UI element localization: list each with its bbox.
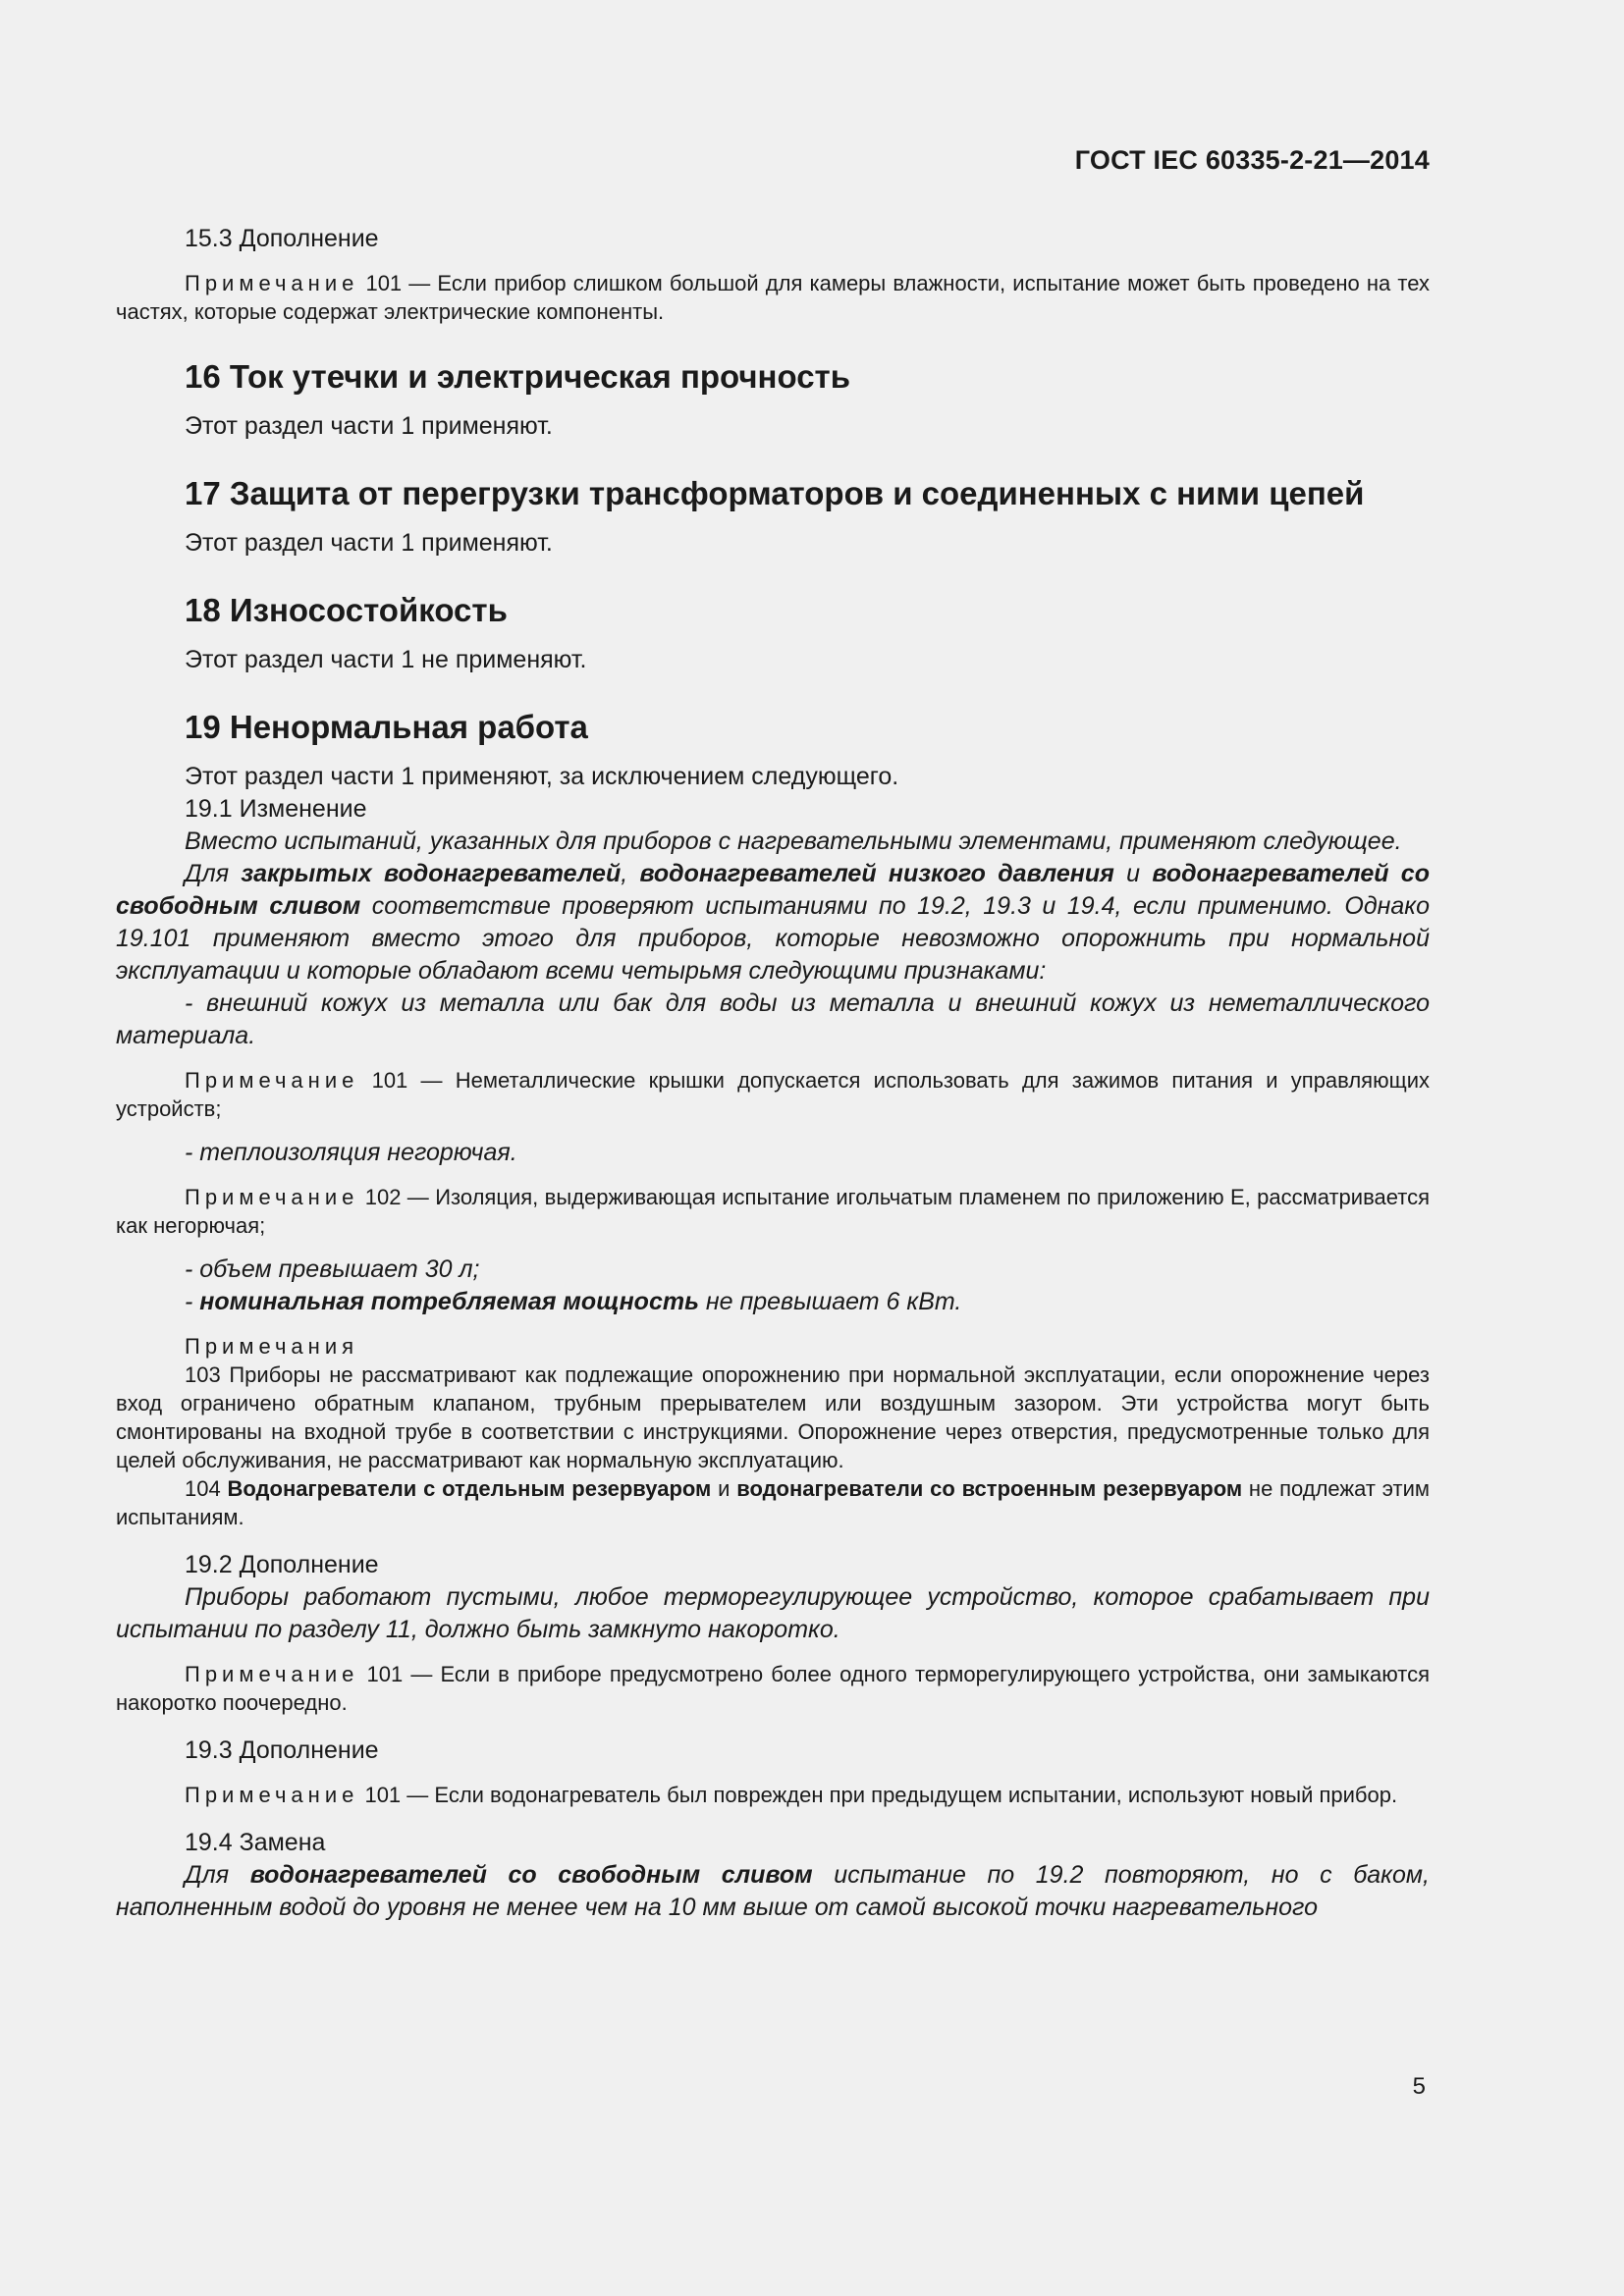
page-number: 5: [1412, 2073, 1426, 2100]
note-text: 101 — Если прибор слишком большой для камеры влажности, испытание может быть проведено на тех частях, которые содержат электрические компоненты.: [116, 271, 1430, 324]
list-item-2: - теплоизоляция негорючая.: [185, 1139, 517, 1166]
document-header: ГОСТ IEC 60335-2-21—2014: [1074, 145, 1430, 175]
section-19-intro: Этот раздел части 1 применяют, за исключением следующего.: [185, 763, 899, 790]
section-18-text: Этот раздел части 1 не применяют.: [185, 646, 587, 673]
list-item-1: - внешний кожух из металла или бак для воды из металла и внешний кожух из неметаллического материала.: [116, 989, 1430, 1049]
defined-term: водонагреватели со встроенным резервуаром: [736, 1476, 1243, 1501]
text-run: Для: [185, 1861, 250, 1889]
defined-term: водонагревателей низкого давления: [639, 860, 1114, 887]
text-run: 104: [185, 1476, 228, 1501]
section-19-heading: 19 Ненормальная работа: [185, 709, 588, 745]
list-item-3: - объем превышает 30 л;: [185, 1255, 480, 1283]
section-19-3-title: 19.3 Дополнение: [185, 1736, 379, 1764]
text-run: соответствие проверяют испытаниями по 19.2, 19.3 и 19.4, если применимо. Однако 19.101 применяют вместо этого для приборов, которые невозможно опорожнить при нормальной эксплуатации и которые обладают всеми четырьмя следующими признаками:: [116, 892, 1431, 985]
section-15-3-note: [116, 269, 1430, 326]
section-19-3-note: [116, 1781, 1430, 1809]
defined-term: Водонагреватели с отдельным резервуаром: [227, 1476, 712, 1501]
section-16-heading: 16 Ток утечки и электрическая прочность: [185, 358, 850, 395]
text-run: и: [1113, 860, 1153, 887]
note-label: Примечание: [185, 1783, 359, 1807]
section-19-2-title: 19.2 Дополнение: [185, 1551, 379, 1578]
note-text: 101 — Если водонагреватель был поврежден при предыдущем испытании, используют новый прибор.: [358, 1783, 1398, 1807]
section-19-2-text: Приборы работают пустыми, любое терморегулирующее устройство, которое срабатывает при испытании по разделу 11, должно быть замкнуто накоротко.: [116, 1583, 1430, 1643]
text-run: не подлежат этим испытаниям.: [116, 1476, 1430, 1529]
page-content: [116, 223, 1430, 1924]
section-18-heading: 18 Износостойкость: [185, 592, 508, 628]
text-run: не превышает 6 кВт.: [698, 1288, 962, 1315]
note-label: Примечание: [185, 271, 359, 295]
section-19-2-note: [116, 1660, 1430, 1717]
section-19-1-text: Вместо испытаний, указанных для приборов с нагревательными элементами, применяют следующее.: [185, 828, 1402, 855]
text-run: -: [185, 1288, 200, 1315]
note-label: Примечание: [185, 1185, 359, 1209]
defined-term: водонагревателей со свободным сливом: [249, 1861, 813, 1889]
note-103: 103 Приборы не рассматривают как подлежащие опорожнению при нормальной эксплуатации, если опорожнение через вход ограничено обратным клапаном, трубным прерывателем или воздушным зазором. Эти устройства могут быть смонтированы на входной трубе в соответствии с инструкциями. Опорожнение через отверстия, предусмотренные только для целей обслуживания, не рассматривают как нормальную эксплуатацию.: [116, 1362, 1430, 1472]
note-text: 102 — Изоляция, выдерживающая испытание игольчатым пламенем по приложению E, рассматривается как негорючая;: [116, 1185, 1430, 1238]
note-label: Примечание: [185, 1662, 359, 1686]
text-run: и: [711, 1476, 737, 1501]
section-17-heading: 17 Защита от перегрузки трансформаторов и соединенных с ними цепей: [185, 475, 1365, 511]
section-19-1-paragraph: [116, 858, 1430, 988]
section-16-text: Этот раздел части 1 применяют.: [185, 412, 553, 440]
text-run: ,: [621, 860, 640, 887]
section-19-1-title: 19.1 Изменение: [185, 795, 367, 823]
notes-label: Примечания: [185, 1334, 359, 1359]
list-item-4: [116, 1286, 1430, 1318]
note-text: 101 — Неметаллические крышки допускается использовать для зажимов питания и управляющих устройств;: [116, 1068, 1430, 1121]
note-104: [116, 1474, 1430, 1531]
defined-term: номинальная потребляемая мощность: [199, 1288, 699, 1315]
note-text: 101 — Если в приборе предусмотрено более одного терморегулирующего устройства, они замыкаются накоротко поочередно.: [116, 1662, 1430, 1715]
text-run: испытание по 19.2 повторяют, но с баком, наполненным водой до уровня не менее чем на 10 мм выше от самой высокой точки нагревательного: [116, 1861, 1430, 1921]
defined-term: водонагревателей со свободным сливом: [116, 860, 1430, 920]
section-19-4-text: [116, 1859, 1430, 1924]
note-102: [116, 1183, 1430, 1240]
text-run: Для: [185, 860, 242, 887]
defined-term: закрытых водонагревателей: [241, 860, 622, 887]
note-label: Примечание: [185, 1068, 359, 1093]
note-101: [116, 1066, 1430, 1123]
section-17-text: Этот раздел части 1 применяют.: [185, 529, 553, 557]
section-15-3-title: 15.3 Дополнение: [185, 225, 379, 252]
section-19-4-title: 19.4 Замена: [185, 1829, 326, 1856]
